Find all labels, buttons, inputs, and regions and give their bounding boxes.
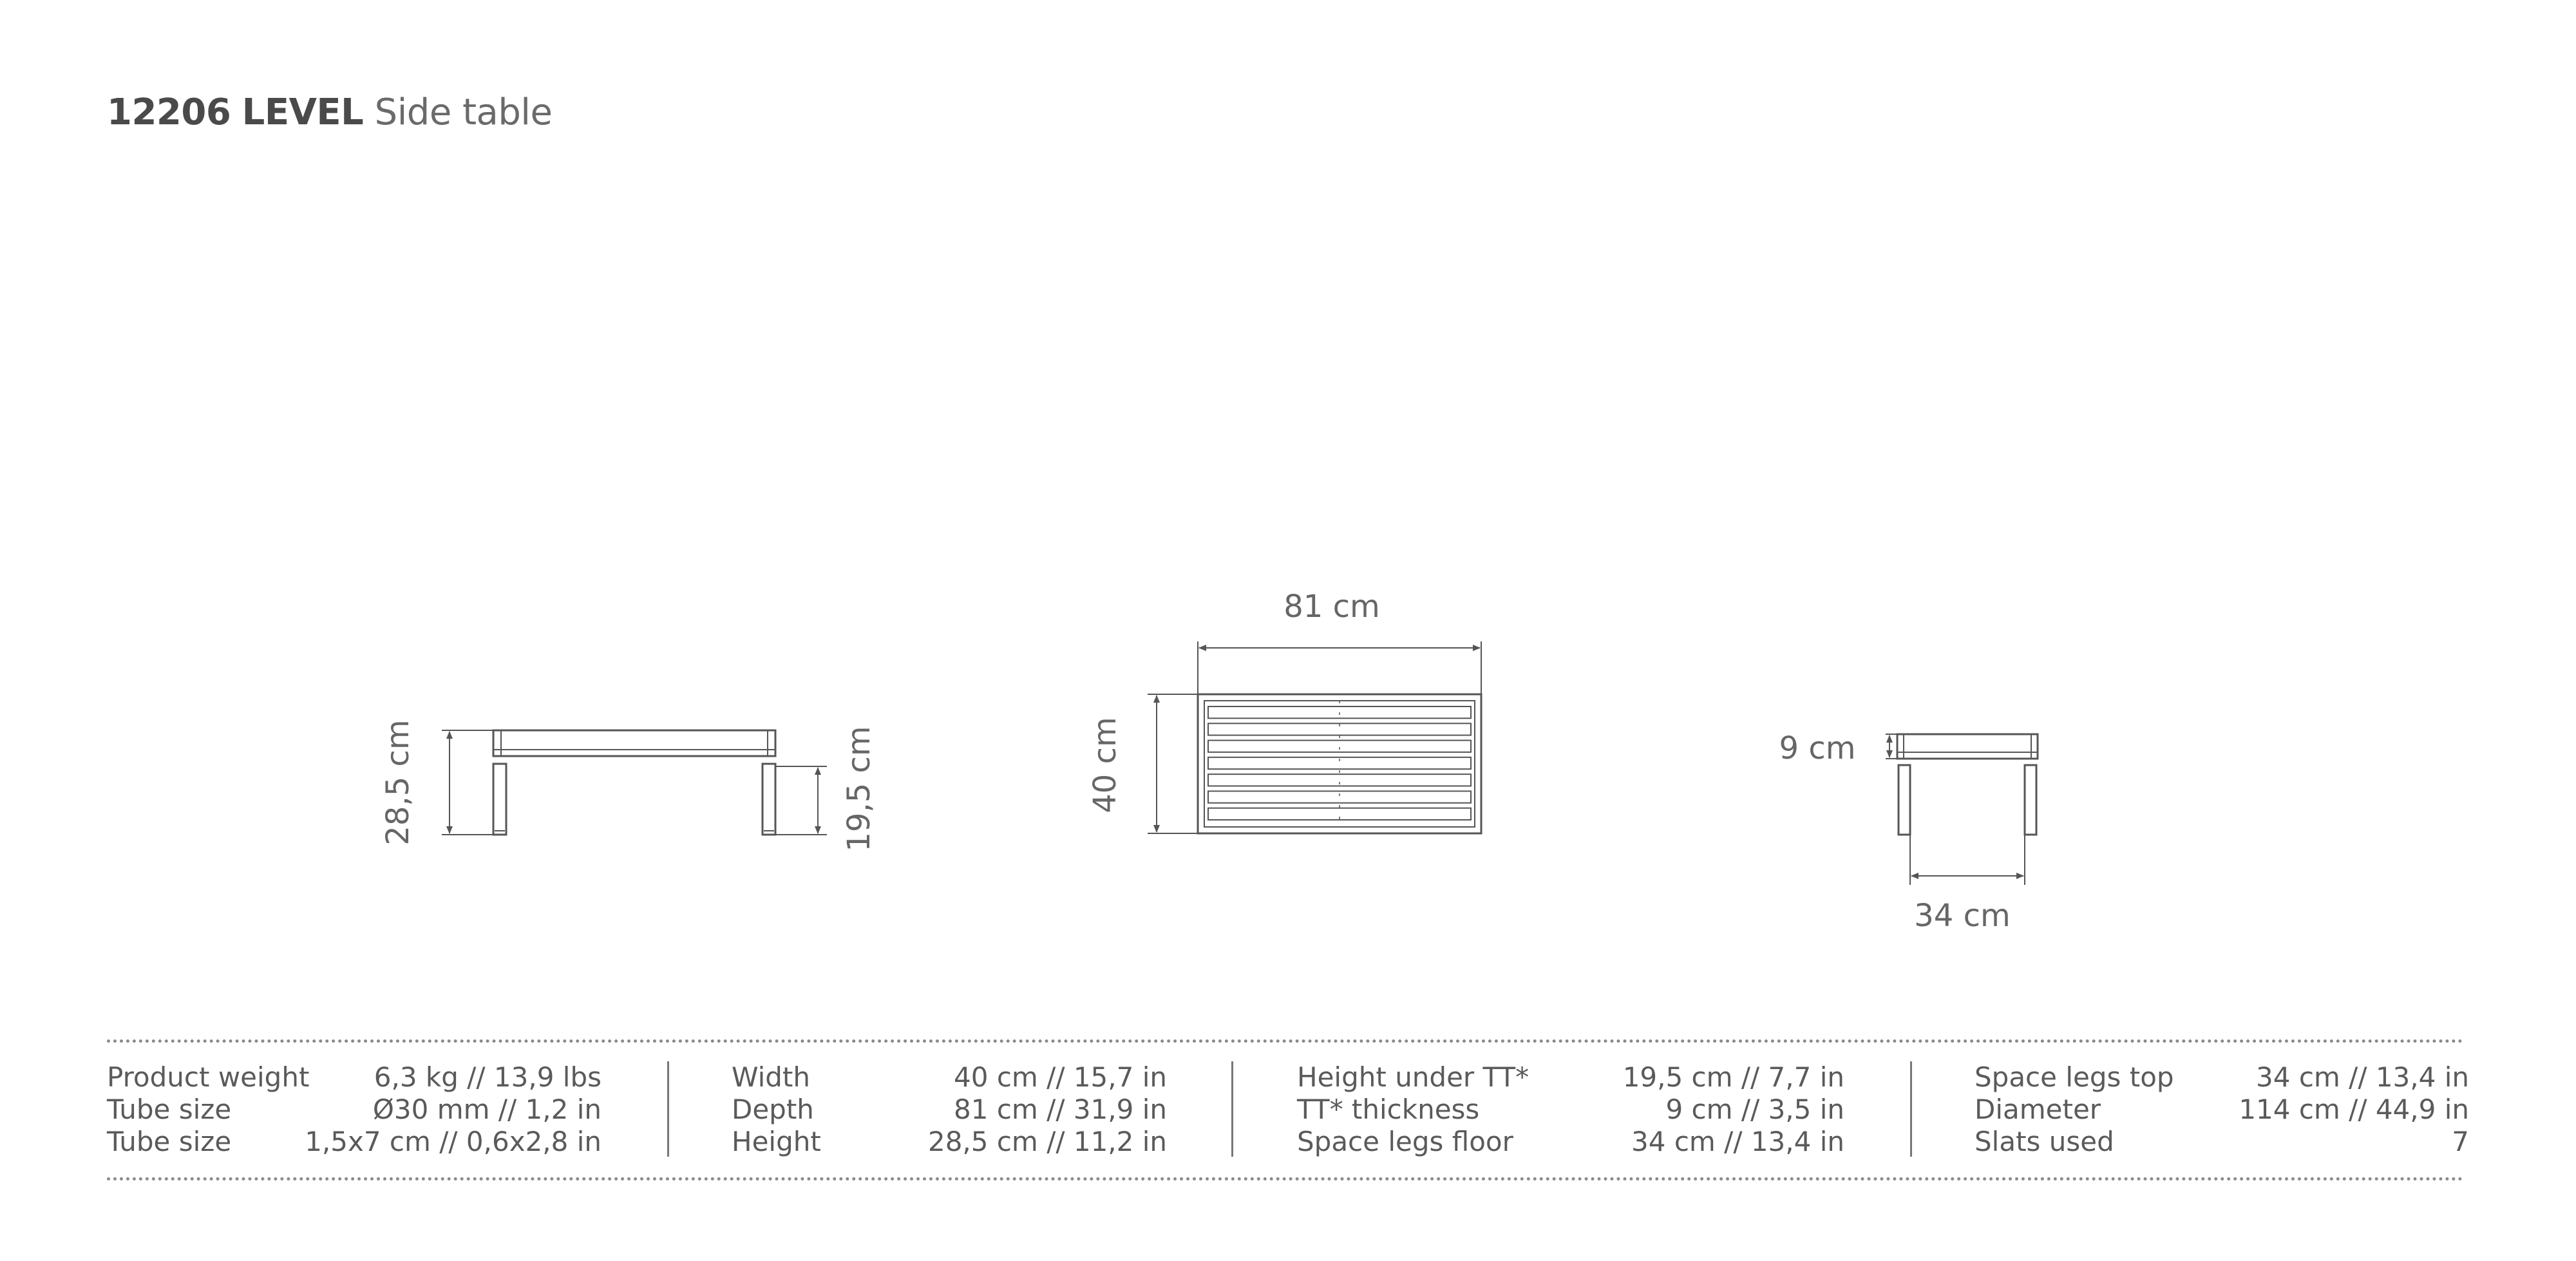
spec-label: Space legs floor [1297,1126,1513,1157]
spec-row [732,1061,1167,1094]
spec-value: 34 cm // 13,4 in [1631,1126,1844,1157]
end-view-table-top [1897,734,2038,759]
top-view-slats [1208,706,1471,820]
spec-column-separator [1231,1061,1233,1157]
side-view-height-label: 28,5 cm [380,719,416,846]
end-view-right-leg [2025,765,2036,835]
spec-value: 40 cm // 15,7 in [954,1061,1167,1093]
spec-value: 9 cm // 3,5 in [1665,1094,1844,1125]
spec-value: 28,5 cm // 11,2 in [927,1126,1167,1157]
product-type: Side table [374,91,553,133]
side-view-table-top [493,730,775,756]
spec-value: 7 [2452,1126,2469,1157]
spec-row [1975,1094,2469,1126]
end-view-drawing [1886,734,2038,885]
specifications-table [0,1061,2576,1164]
top-view-depth-label: 40 cm [1087,717,1123,813]
side-view-underheight-label: 19,5 cm [841,726,877,852]
spec-row [107,1094,601,1126]
spec-value: 6,3 kg // 13,9 lbs [374,1061,601,1093]
product-name: LEVEL [242,91,364,133]
spec-row [732,1094,1167,1126]
spec-label: Height under TT* [1297,1061,1530,1093]
end-view-spacing-label: 34 cm [1914,898,2011,934]
side-view-right-leg [762,764,775,835]
spec-value: 1,5x7 cm // 0,6x2,8 in [305,1126,601,1157]
spec-label: Depth [732,1094,814,1125]
side-view-left-leg [493,764,506,835]
end-view-thickness-label: 9 cm [1779,730,1856,766]
slat [1208,741,1471,752]
end-view-left-leg [1899,765,1910,835]
spec-row [107,1126,601,1158]
spec-label: Height [732,1126,821,1157]
product-code: 12206 [107,91,231,133]
spec-column-separator [667,1061,669,1157]
spec-label: Width [732,1061,811,1093]
spec-label: Tube size [107,1126,232,1157]
top-view-width-label: 81 cm [1283,589,1380,625]
spec-label: Slats used [1975,1126,2114,1157]
spec-label: TT* thickness [1297,1094,1480,1125]
spec-label: Diameter [1975,1094,2101,1125]
spec-value: Ø30 mm // 1,2 in [372,1094,601,1125]
top-view-drawing [1148,641,1481,833]
spec-row [1297,1094,1844,1126]
spec-label: Space legs top [1975,1061,2174,1093]
specs-top-divider [107,1039,2464,1043]
spec-row [1975,1126,2469,1158]
spec-value: 34 cm // 13,4 in [2256,1061,2469,1093]
spec-column-separator [1910,1061,1912,1157]
spec-label: Product weight [107,1061,310,1093]
slat [1208,791,1471,802]
top-view-frame [1198,694,1481,833]
spec-row [1297,1061,1844,1094]
spec-value: 81 cm // 31,9 in [954,1094,1167,1125]
spec-row [1975,1061,2469,1094]
spec-row [1297,1126,1844,1158]
spec-value: 114 cm // 44,9 in [2239,1094,2469,1125]
specs-bottom-divider [107,1177,2464,1180]
spec-label: Tube size [107,1094,232,1125]
side-view-drawing [442,730,827,835]
spec-row [732,1126,1167,1158]
spec-row [107,1061,601,1094]
spec-value: 19,5 cm // 7,7 in [1622,1061,1844,1093]
